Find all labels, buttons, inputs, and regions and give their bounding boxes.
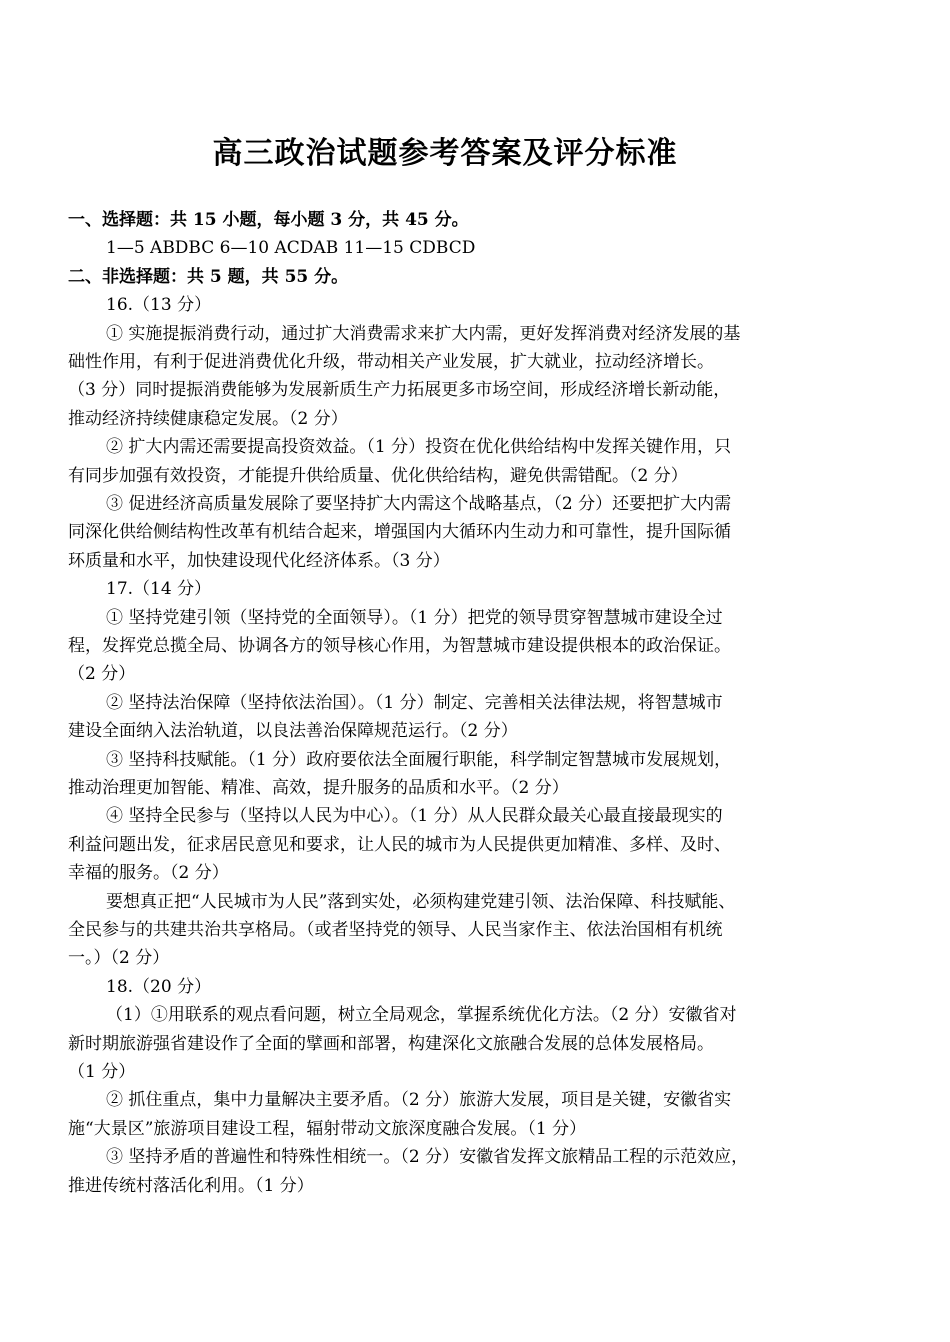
answer-line: ③ 促进经济高质量发展除了要坚持扩大内需这个战略基点，（2 分）还要把扩大内需 — [106, 494, 732, 514]
answer-line: ① 坚持党建引领（坚持党的全面领导）。（1 分）把党的领导贯穿智慧城市建设全过 — [106, 607, 723, 628]
answer-line: 18.（20 分） — [106, 976, 212, 997]
answer-line: 础性作用，有利于促进消费优化升级，带动相关产业发展，扩大就业，拉动经济增长。 — [68, 352, 714, 372]
answer-line: （1 分） — [68, 1062, 136, 1082]
answer-line: （3 分）同时提振消费能够为发展新质生产力拓展更多市场空间，形成经济增长新动能， — [68, 380, 731, 401]
answer-line: ③ 坚持矛盾的普遍性和特殊性相统一。（2 分）安徽省发挥文旅精品工程的示范效应， — [106, 1147, 749, 1168]
answer-line: 推进传统村落活化利用。（1 分） — [68, 1175, 314, 1196]
answer-line: ② 坚持法治保障（坚持依法治国）。（1 分）制定、完善相关法律法规，将智慧城市 — [106, 692, 723, 713]
answer-line: 幸福的服务。（2 分） — [68, 863, 229, 884]
answer-line: 施“大景区”旅游项目建设工程，辐射带动文旅深度融合发展。（1 分） — [68, 1118, 587, 1139]
answer-line: （2 分） — [68, 664, 136, 685]
answer-line: ② 扩大内需还需要提高投资效益。（1 分）投资在优化供给结构中发挥关键作用，只 — [106, 437, 732, 458]
answer-line: 1—5 ABDBC 6—10 ACDAB 11—15 CDBCD — [106, 238, 476, 259]
answer-line: ② 抓住重点，集中力量解决主要矛盾。（2 分）旅游大发展，项目是关键，安徽省实 — [106, 1090, 732, 1111]
answer-line: 推动经济持续健康稳定发展。（2 分） — [68, 408, 348, 429]
answer-line: ③ 坚持科技赋能。（1 分）政府要依法全面履行职能，科学制定智慧城市发展规划， — [106, 749, 732, 770]
answer-line: 有同步加强有效投资，才能提升供给质量、优化供给结构，避免供需错配。（2 分） — [68, 465, 688, 486]
answer-line: 全民参与的共建共治共享格局。（或者坚持党的领导、人民当家作主、依法治国相有机统 — [68, 920, 723, 940]
answer-line: 一。）（2 分） — [68, 948, 170, 969]
answer-line: 利益问题出发，征求居民意见和要求，让人民的城市为人民提供更加精准、多样、及时、 — [68, 834, 731, 855]
answer-line: 16.（13 分） — [106, 295, 212, 316]
answer-line: 同深化供给侧结构性改革有机结合起来，增强国内大循环内生动力和可靠性，提升国际循 — [68, 522, 731, 543]
page-title: 高三政治试题参考答案及评分标准 — [212, 136, 678, 171]
answer-line: 要想真正把“人民城市为人民”落到实处，必须构建党建引领、法治保障、科技赋能、 — [106, 891, 736, 912]
section-heading: 一、选择题：共 15 小题，每小题 3 分，共 45 分。 — [68, 210, 469, 230]
answer-line: 程，发挥党总揽全局、协调各方的领导核心作用，为智慧城市建设提供根本的政治保证。 — [68, 636, 731, 656]
answer-line: ④ 坚持全民参与（坚持以人民为中心）。（1 分）从人民群众最关心最直接最现实的 — [106, 806, 723, 827]
answer-line: 17.（14 分） — [106, 579, 212, 600]
answer-line: 环质量和水平，加快建设现代化经济体系。（3 分） — [68, 550, 450, 571]
answer-line: ① 实施提振消费行动，通过扩大消费需求来扩大内需，更好发挥消费对经济发展的基 — [106, 323, 741, 344]
answer-line: 推动治理更加智能、精准、高效，提升服务的品质和水平。（2 分） — [68, 778, 569, 798]
answer-line: （1）①用联系的观点看问题，树立全局观念，掌握系统优化方法。（2 分）安徽省对 — [106, 1005, 737, 1026]
answer-line: 建设全面纳入法治轨道，以良法善治保障规范运行。（2 分） — [68, 721, 518, 742]
section-heading: 二、非选择题：共 5 题，共 55 分。 — [68, 266, 349, 287]
answer-line: 新时期旅游强省建设作了全面的擘画和部署，构建深化文旅融合发展的总体发展格局。 — [68, 1033, 714, 1054]
